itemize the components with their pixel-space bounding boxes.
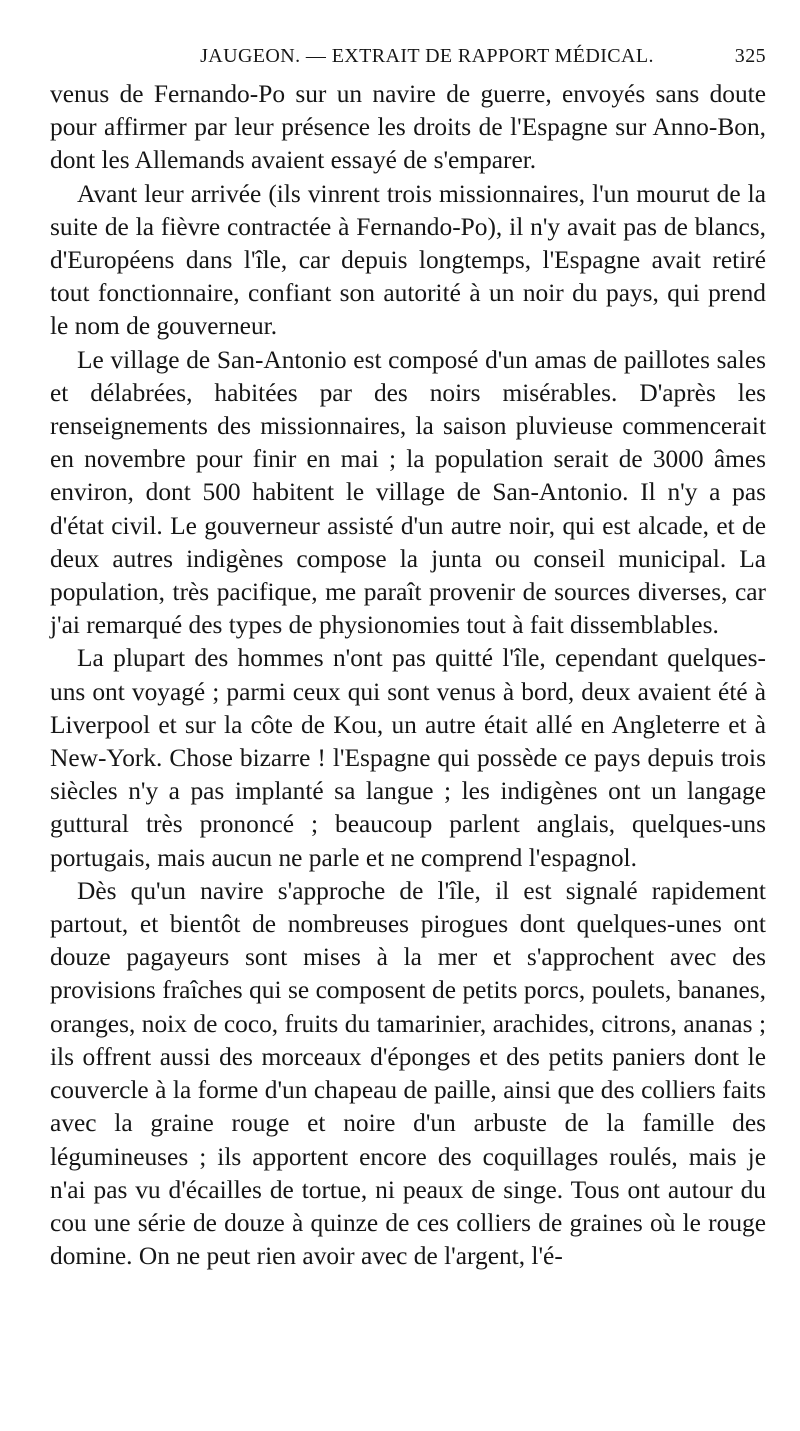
running-title: JAUGEON. — EXTRAIT DE RAPPORT MÉDICAL. bbox=[200, 45, 654, 67]
paragraph-2: Avant leur arrivée (ils vinrent trois missionnaires, l'un mourut de la suite de la fièvre contractée à Fernando-Po), il n'y avait pas de blancs, d'Européens dans l'île, car depuis longtemps, l'Espagne avait retiré tout fonctionnaire, confiant son autorité à un noir du pays, qui prend le nom de gouverneur. bbox=[50, 179, 766, 341]
paragraph-3: Le village de San-Antonio est composé d'un amas de paillotes sales et délabrées, habitées par des noirs misérables. D'après les renseignements des missionnaires, la saison pluvieuse commencerait en novembre pour finir en mai ; la population serait de 3000 âmes environ, dont 500 habitent le village de San-Antonio. Il n'y a pas d'état civil. Le gouverneur assisté d'un autre noir, qui est alcade, et de deux autres indigènes compose la junta ou conseil municipal. La population, très pacifique, me paraît provenir de sources diverses, car j'ai remarqué des types de physionomies tout à fait dissemblables. bbox=[50, 345, 766, 640]
paragraph-1: venus de Fernando-Po sur un navire de guerre, envoyés sans doute pour affirmer par leur présence les droits de l'Espagne sur Anno-Bon, dont les Allemands avaient essayé de s'emparer. bbox=[50, 80, 766, 175]
body-text bbox=[50, 78, 766, 1273]
paragraph-5: Dès qu'un navire s'approche de l'île, il est signalé rapidement partout, et bientôt de nombreuses pirogues dont quelques-unes ont douze pagayeurs sont mises à la mer et s'approchent avec des provisions fraîches qui se composent de petits porcs, poulets, bananes, oranges, noix de coco, fruits du tamarinier, arachides, citrons, ananas ; ils offrent aussi des morceaux d'éponges et des petits paniers dont le couvercle à la forme d'un chapeau de paille, ainsi que des colliers faits avec la graine rouge et noire d'un arbuste de la famille des légumineuses ; ils apportent encore des coquillages roulés, mais je n'ai pas vu d'écailles de tortue, ni peaux de singe. Tous ont autour du cou une série de douze à quinze de ces colliers de graines où le rouge domine. On ne peut rien avoir avec de l'argent, l'é- bbox=[50, 876, 766, 1271]
paragraph-4: La plupart des hommes n'ont pas quitté l'île, cependant quelques-uns ont voyagé ; parmi ceux qui sont venus à bord, deux avaient été à Liverpool et sur la côte de Kou, un autre était allé en Angleterre et à New-York. Chose bizarre ! l'Espagne qui possède ce pays depuis trois siècles n'y a pas implanté sa langue ; les indigènes ont un langage guttural très prononcé ; beaucoup parlent anglais, quelques-uns portugais, mais aucun ne parle et ne comprend l'espagnol. bbox=[50, 644, 766, 872]
book-page bbox=[50, 38, 766, 1273]
page-number: 325 bbox=[734, 45, 766, 67]
running-head bbox=[50, 38, 766, 74]
